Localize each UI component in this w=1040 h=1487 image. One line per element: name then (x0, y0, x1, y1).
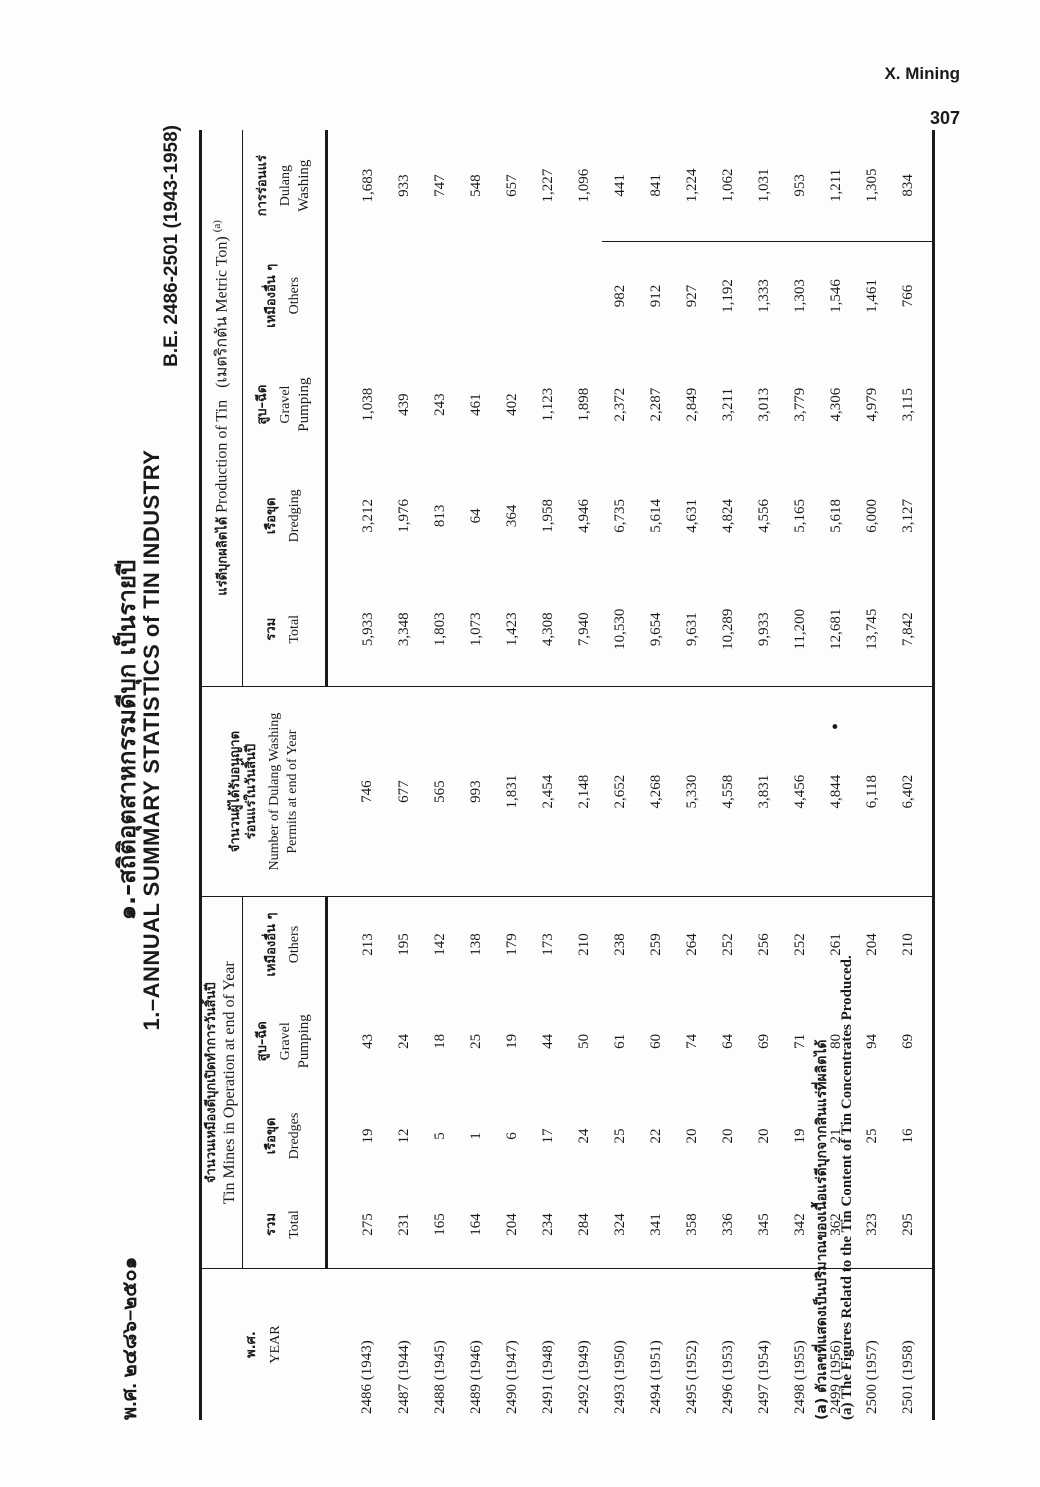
mines-others-header: เหมืองอื่น ๆ Others (243, 897, 327, 992)
mines-others-cell: 204 (863, 933, 880, 956)
prod-dredging-cell: 6,735 (611, 499, 628, 533)
prod-dulang-cell: 1,096 (575, 168, 592, 203)
prod-gravel-cell: 4,979 (863, 387, 880, 422)
year-cell: 2489 (1946) (467, 1340, 484, 1414)
prod-gravel-cell: 439 (395, 393, 412, 416)
rotated-table-page (95, 60, 916, 1420)
year-cell: 2493 (1950) (611, 1340, 628, 1414)
mines-dredges-cell: 12 (395, 1128, 412, 1144)
prod-gravel-cell: 2,372 (611, 387, 628, 422)
prod-dulang-cell: 834 (890, 130, 934, 241)
prod-total-cell: 13,745 (854, 573, 890, 687)
mines-total-cell: 341 (638, 1181, 674, 1269)
year-cell: 2499 (1956) (827, 1340, 844, 1414)
prod-others-cell (566, 241, 602, 350)
prod-dulang-cell: 657 (503, 174, 520, 197)
mines-total-cell: 284 (566, 1181, 602, 1269)
mines-gravel-cell: 64 (719, 1033, 736, 1049)
prod-gravel-cell: 3,013 (755, 387, 772, 422)
year-cell: 2494 (1951) (647, 1340, 664, 1414)
mines-others-cell: 142 (431, 933, 448, 956)
prod-gravel-cell: 4,306 (827, 387, 844, 422)
footnote-english: (a) The Figures Relatd to the Tin Content of Tin Concentrates Produced. (839, 955, 855, 1420)
mines-dredges-cell: 19 (791, 1128, 808, 1144)
mines-gravel-cell: 61 (611, 1033, 628, 1049)
mines-gravel-cell: 74 (683, 1033, 700, 1049)
permits-cell: 565 (422, 686, 458, 897)
year-cell: 2491 (1948) (539, 1340, 556, 1414)
mines-dredges-cell: 6 (503, 1132, 520, 1140)
prod-dulang-header: การร่อนแร่ Dulang Washing (243, 130, 327, 241)
production-note-mark: (a) (211, 220, 224, 233)
year-cell: 2501 (1958) (890, 1269, 934, 1420)
mines-others-cell: 264 (683, 933, 700, 956)
prod-total-cell: 9,933 (746, 573, 782, 687)
prod-gravel-cell: 3,779 (791, 387, 808, 422)
mines-dredges-cell: 22 (647, 1128, 664, 1144)
prod-dredging-cell: 4,824 (719, 499, 736, 533)
prod-others-cell: 1,192 (719, 279, 736, 313)
table-row (422, 130, 458, 1420)
table-row (890, 130, 934, 1420)
prod-dulang-cell: 1,683 (359, 168, 376, 203)
prod-dulang-cell: 1,227 (539, 168, 556, 203)
year-header-thai: พ.ศ. (244, 1331, 260, 1358)
prod-others-cell: 1,461 (863, 279, 880, 313)
prod-dulang-cell: 1,305 (854, 130, 890, 241)
prod-dulang-cell: 1,224 (674, 130, 710, 241)
prod-total-cell: 9,654 (638, 573, 674, 687)
prod-total-cell: 7,842 (890, 573, 934, 687)
mines-total-cell: 164 (458, 1181, 494, 1269)
prod-others-cell: 766 (890, 241, 934, 350)
mines-group-header (201, 897, 243, 1269)
prod-dredging-cell: 813 (431, 504, 448, 528)
permits-cell: 2,148 (566, 686, 602, 897)
production-group-en: Production of Tin (213, 399, 231, 513)
year-cell: 2496 (1953) (719, 1340, 736, 1414)
year-header (201, 1269, 327, 1420)
permits-cell: 6,402 (890, 686, 934, 897)
production-group-header (201, 130, 243, 686)
mines-dredges-cell: 20 (719, 1128, 736, 1144)
prod-total-cell: 3,348 (386, 573, 422, 687)
mines-dredges-cell: 16 (890, 1091, 934, 1181)
mines-dredges-cell: 1 (467, 1132, 484, 1140)
prod-dredging-cell: 6,000 (863, 499, 880, 533)
prod-others-cell: 1,546 (827, 279, 844, 313)
mines-total-cell: 345 (746, 1181, 782, 1269)
prod-dulang-cell: 1,031 (746, 130, 782, 241)
mines-total-cell: 358 (674, 1181, 710, 1269)
table-row (854, 130, 890, 1420)
mines-total-cell: 165 (422, 1181, 458, 1269)
mines-total-cell: 324 (602, 1181, 638, 1269)
mines-gravel-cell: 94 (863, 1033, 880, 1049)
prod-dredging-cell: 1,976 (395, 499, 412, 533)
mines-gravel-cell: 69 (890, 992, 934, 1091)
year-header-en: YEAR (267, 1325, 283, 1364)
year-cell: 2500 (1957) (863, 1340, 880, 1414)
permits-cell: 746 (327, 686, 387, 897)
mines-dredges-cell: 19 (359, 1128, 376, 1144)
prod-others-cell (530, 241, 566, 350)
prod-dredging-cell: 364 (503, 504, 520, 528)
mines-others-cell: 261 (827, 933, 844, 956)
prod-dredging-cell: 3,212 (359, 499, 376, 533)
prod-dulang-cell: 841 (638, 130, 674, 241)
mines-gravel-cell: 50 (575, 1033, 592, 1049)
prod-total-cell: 12,681 (818, 573, 854, 687)
mines-dredges-cell: 20 (683, 1128, 700, 1144)
year-cell: 2492 (1949) (575, 1340, 592, 1414)
mines-gravel-cell: 60 (647, 1033, 664, 1049)
prod-dulang-cell: 933 (395, 174, 412, 197)
prod-total-cell: 1,423 (494, 573, 530, 687)
mines-gravel-cell: 19 (503, 1033, 520, 1049)
mines-total-cell: 362 (818, 1181, 854, 1269)
prod-others-cell: 912 (647, 284, 664, 308)
prod-dulang-cell: 548 (467, 174, 484, 197)
table-row (327, 130, 387, 1420)
prod-total-cell: 10,289 (710, 573, 746, 687)
mines-total-cell: 323 (854, 1181, 890, 1269)
table-row (710, 130, 746, 1420)
mines-group-en: Tin Mines in Operation at end of Year (221, 961, 239, 1205)
prod-total-cell: 9,631 (674, 573, 710, 687)
mines-dredges-cell: 24 (575, 1128, 592, 1144)
permits-cell: 3,831 (746, 686, 782, 897)
prod-gravel-cell: 243 (431, 393, 448, 416)
section-label: X. Mining (884, 64, 960, 83)
mines-total-cell: 231 (386, 1181, 422, 1269)
footnote-thai: (a) ตัวเลขที่แสดงเป็นปริมาณของเนื้อแร่ดีบุกจากสินแร่ที่ผลิตได้ (814, 1039, 830, 1420)
prod-gravel-header: สูบ–ฉีด Gravel Pumping (243, 350, 327, 459)
prod-total-cell: 5,933 (327, 573, 387, 687)
mines-others-cell: 173 (539, 933, 556, 956)
mines-dredges-cell: 5 (431, 1132, 448, 1140)
mines-total-cell: 295 (890, 1181, 934, 1269)
prod-gravel-cell: 1,038 (359, 387, 376, 422)
permits-cell: 6,118 (854, 686, 890, 897)
mines-total-cell: 275 (327, 1181, 387, 1269)
production-unit: (เมตริกตัน Metric Ton) (213, 236, 231, 388)
mines-others-cell: 259 (647, 933, 664, 956)
year-cell: 2498 (1955) (791, 1340, 808, 1414)
mines-total-header: รวม Total (243, 1181, 327, 1269)
mines-total-cell: 204 (494, 1181, 530, 1269)
prod-gravel-cell: 3,115 (890, 350, 934, 459)
table-row (638, 130, 674, 1420)
prod-dredging-cell: 5,614 (647, 499, 664, 533)
mines-gravel-cell: 71 (791, 1033, 808, 1049)
mines-others-cell: 138 (467, 933, 484, 956)
mines-others-cell: 252 (719, 933, 736, 956)
permits-cell: 4,558 (710, 686, 746, 897)
page-title-thai: ๑.–สถิติอุตสาหกรรมดีบุก เป็นรายปี (113, 559, 141, 921)
prod-dulang-cell: 1,211 (818, 130, 854, 241)
prod-others-header: เหมืองอื่น ๆ Others (243, 241, 327, 350)
prod-others-cell: 1,333 (755, 279, 772, 313)
prod-gravel-cell: 2,849 (683, 387, 700, 422)
mines-dredges-header: เรือขุด Dredges (243, 1091, 327, 1181)
mines-dredges-cell: 25 (611, 1128, 628, 1144)
permits-cell: 677 (386, 686, 422, 897)
prod-dulang-cell: 953 (782, 130, 818, 241)
prod-others-cell (494, 241, 530, 350)
prod-dredging-cell: 1,958 (539, 499, 556, 533)
mines-dredges-cell: 20 (755, 1128, 772, 1144)
prod-dredging-header: เรือขุด Dredging (243, 459, 327, 573)
mines-gravel-cell: 25 (467, 1033, 484, 1049)
prod-total-cell: 10,530 (602, 573, 638, 687)
permits-thai-1: จำนวนผู้ได้รับอนุญาต (227, 730, 243, 853)
table-row (458, 130, 494, 1420)
mines-gravel-header: สูบ–ฉีด Gravel Pumping (243, 992, 327, 1091)
prod-gravel-cell: 2,287 (647, 387, 664, 422)
mines-others-cell: 195 (395, 933, 412, 956)
prod-others-cell (422, 241, 458, 350)
mines-total-cell: 336 (710, 1181, 746, 1269)
prod-others-cell: 982 (611, 284, 628, 308)
stray-dot: • (825, 722, 847, 730)
permits-header (201, 686, 327, 897)
prod-total-cell: 11,200 (782, 573, 818, 687)
table-row (566, 130, 602, 1420)
mines-total-cell: 234 (530, 1181, 566, 1269)
permits-cell: 993 (458, 686, 494, 897)
prod-gravel-cell: 1,898 (575, 387, 592, 422)
table-row (494, 130, 530, 1420)
permits-cell: 4,268 (638, 686, 674, 897)
permits-cell: 1,831 (494, 686, 530, 897)
thai-year-range: พ.ศ. ๒๔๘๖–๒๕๐๑ (119, 1256, 141, 1420)
permits-cell: 5,330 (674, 686, 710, 897)
mines-others-cell: 252 (791, 933, 808, 956)
prod-gravel-cell: 461 (467, 393, 484, 416)
mines-gravel-cell: 44 (539, 1033, 556, 1049)
prod-others-cell (327, 241, 387, 350)
page-number: 307 (929, 108, 960, 128)
permits-thai-2: ร่อนแร่ในวันสิ้นปี (243, 743, 259, 840)
mines-gravel-cell: 43 (359, 1033, 376, 1049)
mines-others-cell: 210 (890, 897, 934, 992)
prod-dredging-cell: 4,631 (683, 499, 700, 533)
prod-others-cell (386, 241, 422, 350)
year-cell: 2488 (1945) (431, 1340, 448, 1414)
mines-others-cell: 238 (611, 933, 628, 956)
prod-dulang-cell: 1,062 (710, 130, 746, 241)
prod-others-cell: 1,303 (791, 279, 808, 313)
prod-dredging-cell: 4,946 (575, 499, 592, 533)
table-row (386, 130, 422, 1420)
mines-dredges-cell: 17 (539, 1128, 556, 1144)
year-cell: 2487 (1944) (395, 1340, 412, 1414)
mines-dredges-cell: 25 (863, 1128, 880, 1144)
prod-gravel-cell: 1,123 (539, 387, 556, 422)
mines-others-cell: 213 (359, 933, 376, 956)
prod-total-cell: 7,940 (566, 573, 602, 687)
mines-gravel-cell: 80 (827, 1033, 844, 1049)
mines-others-cell: 179 (503, 933, 520, 956)
permits-en: Number of Dulang Washing Permits at end of Year (267, 712, 300, 871)
year-cell: 2486 (1943) (358, 1340, 375, 1414)
prod-others-cell: 927 (683, 284, 700, 308)
table-row (602, 130, 638, 1420)
mines-others-cell: 256 (755, 933, 772, 956)
prod-gravel-cell: 402 (503, 393, 520, 416)
prod-gravel-cell: 3,211 (719, 388, 736, 422)
table-row (530, 130, 566, 1420)
prod-dredging-cell: 5,618 (827, 499, 844, 533)
prod-dulang-cell: 747 (431, 174, 448, 197)
prod-dredging-cell: 3,127 (890, 459, 934, 573)
permits-cell: 4,456 (782, 686, 818, 897)
mines-group-thai: จำนวนเหมืองดีบุกเปิดทำการวันสิ้นปี (203, 982, 219, 1184)
permits-cell: 2,454 (530, 686, 566, 897)
mines-gravel-cell: 18 (431, 1033, 448, 1049)
page-title: 1.–ANNUAL SUMMARY STATISTICS of TIN INDUSTRY (139, 449, 164, 1031)
mines-total-cell: 342 (782, 1181, 818, 1269)
mines-dredges-cell: 21 (827, 1128, 844, 1144)
mines-others-cell: 210 (575, 933, 592, 956)
year-cell: 2490 (1947) (503, 1340, 520, 1414)
permits-cell: 2,652 (602, 686, 638, 897)
prod-dredging-cell: 5,165 (791, 499, 808, 533)
mines-gravel-cell: 24 (395, 1033, 412, 1049)
prod-others-cell (458, 241, 494, 350)
prod-total-cell: 1,073 (458, 573, 494, 687)
prod-total-cell: 4,308 (530, 573, 566, 687)
prod-dredging-cell: 4,556 (755, 499, 772, 533)
mines-gravel-cell: 69 (755, 1033, 772, 1049)
prod-dulang-cell: 441 (602, 130, 638, 241)
year-cell: 2497 (1954) (755, 1340, 772, 1414)
prod-dredging-cell: 64 (467, 508, 484, 524)
prod-total-header: รวม Total (243, 573, 327, 687)
production-group-thai: แร่ดีบุกผลิตได้ (215, 516, 231, 596)
be-year-range: B.E. 2486-2501 (1943-1958) (161, 125, 182, 367)
prod-total-cell: 1,803 (422, 573, 458, 687)
table-row (674, 130, 710, 1420)
year-cell: 2495 (1952) (683, 1340, 700, 1414)
table-row (746, 130, 782, 1420)
permits-cell: 4,844 (818, 686, 854, 897)
